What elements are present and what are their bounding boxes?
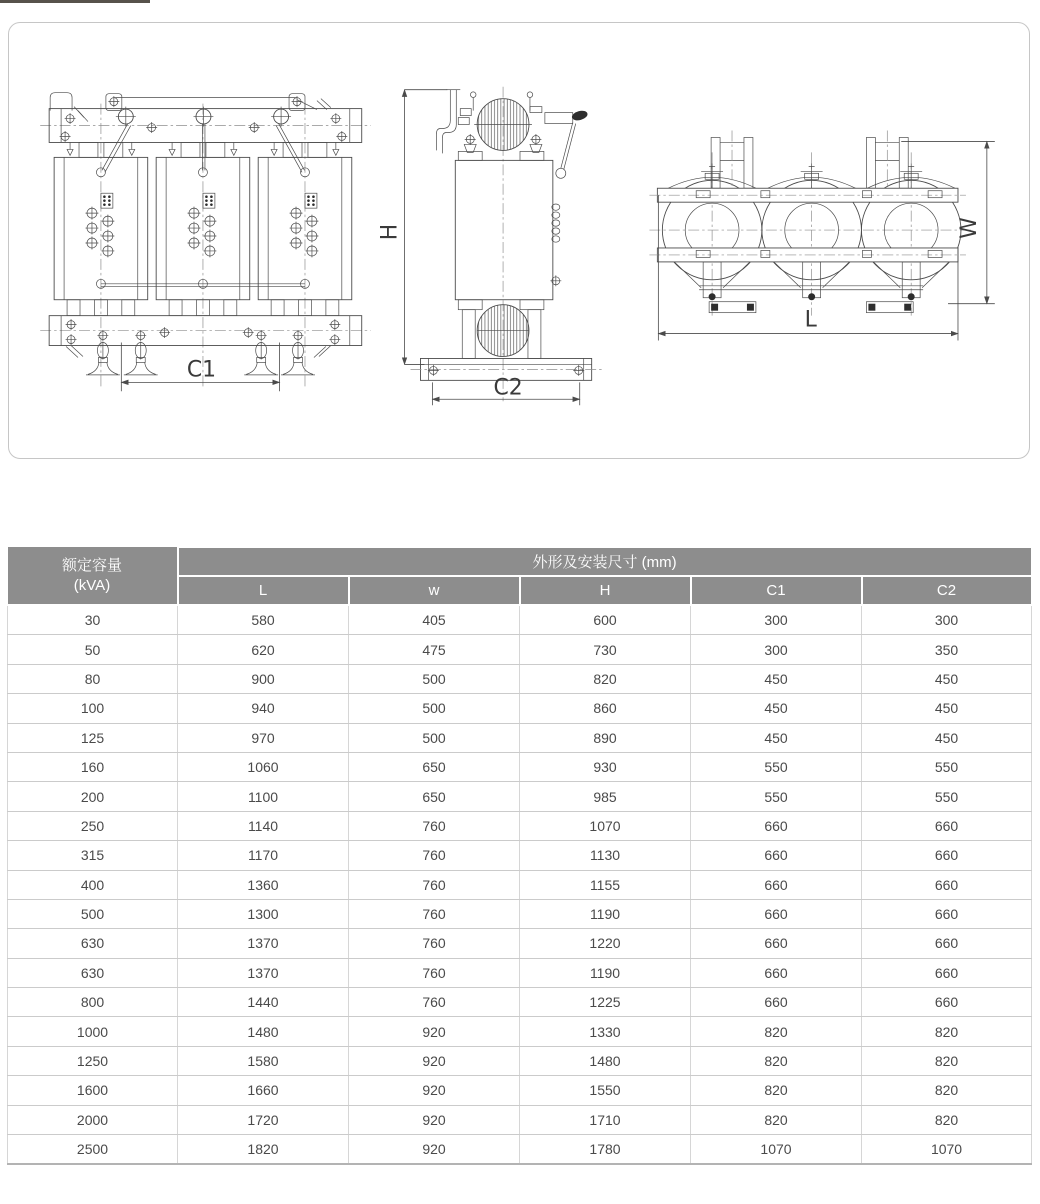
table-cell: 660 bbox=[862, 899, 1032, 928]
table-cell: 315 bbox=[8, 841, 178, 870]
table-cell: 1225 bbox=[520, 988, 691, 1017]
table-cell: 820 bbox=[862, 1105, 1032, 1134]
table-cell: 300 bbox=[862, 605, 1032, 635]
table-cell: 890 bbox=[520, 723, 691, 752]
table-cell: 660 bbox=[862, 811, 1032, 840]
table-cell: 660 bbox=[862, 929, 1032, 958]
table-row bbox=[8, 664, 1032, 693]
table-cell: 1720 bbox=[178, 1105, 349, 1134]
table-cell: 350 bbox=[862, 635, 1032, 664]
table-cell: 660 bbox=[691, 841, 862, 870]
table-cell: 1060 bbox=[178, 752, 349, 781]
table-cell: 1070 bbox=[862, 1135, 1032, 1165]
table-cell: 920 bbox=[349, 1017, 520, 1046]
table-cell: 1580 bbox=[178, 1046, 349, 1075]
table-cell: 550 bbox=[691, 782, 862, 811]
dim-label-c1: C1 bbox=[186, 357, 217, 383]
top-view-drawing bbox=[649, 131, 994, 341]
table-cell: 550 bbox=[862, 752, 1032, 781]
dimensions-table bbox=[7, 546, 1033, 1165]
table-cell: 760 bbox=[349, 870, 520, 899]
table-row bbox=[8, 811, 1032, 840]
table-row bbox=[8, 870, 1032, 899]
table-cell: 1820 bbox=[178, 1135, 349, 1165]
table-cell: 550 bbox=[862, 782, 1032, 811]
table-cell: 1000 bbox=[8, 1017, 178, 1046]
table-cell: 860 bbox=[520, 694, 691, 723]
table-cell: 660 bbox=[691, 899, 862, 928]
table-cell: 400 bbox=[8, 870, 178, 899]
table-cell: 820 bbox=[862, 1076, 1032, 1105]
header-rated-capacity bbox=[8, 547, 178, 605]
table-cell: 450 bbox=[862, 664, 1032, 693]
table-cell: 500 bbox=[349, 723, 520, 752]
table-cell: 920 bbox=[349, 1046, 520, 1075]
table-row bbox=[8, 1076, 1032, 1105]
table-row bbox=[8, 1046, 1032, 1075]
front-view-drawing bbox=[40, 93, 370, 392]
table-cell: 760 bbox=[349, 988, 520, 1017]
table-cell: 820 bbox=[691, 1105, 862, 1134]
table-cell: 125 bbox=[8, 723, 178, 752]
table-cell: 160 bbox=[8, 752, 178, 781]
table-cell: 630 bbox=[8, 958, 178, 987]
table-row bbox=[8, 841, 1032, 870]
table-cell: 450 bbox=[691, 694, 862, 723]
table-cell: 300 bbox=[691, 635, 862, 664]
table-cell: 1070 bbox=[520, 811, 691, 840]
table-cell: 1550 bbox=[520, 1076, 691, 1105]
dim-label-c2: C2 bbox=[493, 375, 523, 401]
table-cell: 1710 bbox=[520, 1105, 691, 1134]
table-cell: 450 bbox=[862, 723, 1032, 752]
table-cell: 760 bbox=[349, 958, 520, 987]
table-cell: 500 bbox=[349, 694, 520, 723]
table-cell: 820 bbox=[862, 1046, 1032, 1075]
table-cell: 820 bbox=[862, 1017, 1032, 1046]
table-cell: 1300 bbox=[178, 899, 349, 928]
side-view-drawing bbox=[378, 87, 602, 406]
header-col-C2: C2 bbox=[862, 576, 1032, 605]
table-cell: 920 bbox=[349, 1105, 520, 1134]
table-cell: 1600 bbox=[8, 1076, 178, 1105]
table-cell: 1330 bbox=[520, 1017, 691, 1046]
table-cell: 650 bbox=[349, 782, 520, 811]
header-col-C1: C1 bbox=[691, 576, 862, 605]
header-dimensions-group: 外形及安装尺寸 (mm) bbox=[178, 547, 1032, 576]
table-cell: 450 bbox=[691, 664, 862, 693]
table-cell: 1140 bbox=[178, 811, 349, 840]
table-cell: 1100 bbox=[178, 782, 349, 811]
table-cell: 660 bbox=[862, 988, 1032, 1017]
table-row bbox=[8, 1105, 1032, 1134]
table-row bbox=[8, 988, 1032, 1017]
table-row bbox=[8, 1017, 1032, 1046]
transformer-outline-drawing bbox=[9, 23, 1029, 458]
table-cell: 1370 bbox=[178, 958, 349, 987]
table-cell: 580 bbox=[178, 605, 349, 635]
table-cell: 1780 bbox=[520, 1135, 691, 1165]
table-cell: 620 bbox=[178, 635, 349, 664]
table-cell: 920 bbox=[349, 1135, 520, 1165]
table-row bbox=[8, 782, 1032, 811]
table-cell: 820 bbox=[691, 1076, 862, 1105]
table-cell: 820 bbox=[520, 664, 691, 693]
table-cell: 300 bbox=[691, 605, 862, 635]
table-cell: 1190 bbox=[520, 958, 691, 987]
table-row bbox=[8, 605, 1032, 635]
table-cell: 450 bbox=[862, 694, 1032, 723]
table-cell: 760 bbox=[349, 841, 520, 870]
table-cell: 1170 bbox=[178, 841, 349, 870]
table-cell: 1360 bbox=[178, 870, 349, 899]
table-row bbox=[8, 694, 1032, 723]
table-header bbox=[8, 547, 1032, 605]
outline-drawing-panel bbox=[8, 22, 1030, 459]
header-col-w: w bbox=[349, 576, 520, 605]
table-cell: 660 bbox=[862, 958, 1032, 987]
table-row bbox=[8, 723, 1032, 752]
table-cell: 2500 bbox=[8, 1135, 178, 1165]
dim-label-w: W bbox=[956, 217, 982, 239]
dim-label-h: H bbox=[377, 223, 403, 241]
table-cell: 1155 bbox=[520, 870, 691, 899]
table-cell: 100 bbox=[8, 694, 178, 723]
table-cell: 1480 bbox=[520, 1046, 691, 1075]
table-cell: 1220 bbox=[520, 929, 691, 958]
table-cell: 730 bbox=[520, 635, 691, 664]
dim-label-l: L bbox=[804, 307, 817, 333]
table-cell: 2000 bbox=[8, 1105, 178, 1134]
table-body bbox=[8, 605, 1032, 1164]
table-cell: 250 bbox=[8, 811, 178, 840]
table-cell: 660 bbox=[862, 870, 1032, 899]
table-cell: 660 bbox=[691, 958, 862, 987]
table-cell: 660 bbox=[691, 811, 862, 840]
table-row bbox=[8, 899, 1032, 928]
table-cell: 930 bbox=[520, 752, 691, 781]
table-cell: 500 bbox=[8, 899, 178, 928]
table-row bbox=[8, 929, 1032, 958]
table-cell: 30 bbox=[8, 605, 178, 635]
header-rated-capacity-line2: (kVA) bbox=[73, 576, 111, 594]
table-cell: 800 bbox=[8, 988, 178, 1017]
table-cell: 1370 bbox=[178, 929, 349, 958]
table-cell: 760 bbox=[349, 899, 520, 928]
table-cell: 985 bbox=[520, 782, 691, 811]
table-cell: 820 bbox=[691, 1046, 862, 1075]
table-cell: 760 bbox=[349, 811, 520, 840]
table-cell: 1130 bbox=[520, 841, 691, 870]
table-cell: 630 bbox=[8, 929, 178, 958]
table-cell: 760 bbox=[349, 929, 520, 958]
table-cell: 450 bbox=[691, 723, 862, 752]
table-cell: 50 bbox=[8, 635, 178, 664]
table-cell: 820 bbox=[691, 1017, 862, 1046]
table-cell: 970 bbox=[178, 723, 349, 752]
table-cell: 1190 bbox=[520, 899, 691, 928]
table-row bbox=[8, 1135, 1032, 1165]
table-cell: 200 bbox=[8, 782, 178, 811]
table-cell: 920 bbox=[349, 1076, 520, 1105]
table-row bbox=[8, 958, 1032, 987]
table-cell: 1440 bbox=[178, 988, 349, 1017]
table-cell: 500 bbox=[349, 664, 520, 693]
table-cell: 900 bbox=[178, 664, 349, 693]
header-rated-capacity-line1: 额定容量 bbox=[61, 556, 122, 574]
table-cell: 1480 bbox=[178, 1017, 349, 1046]
table-cell: 550 bbox=[691, 752, 862, 781]
table-cell: 1070 bbox=[691, 1135, 862, 1165]
table-cell: 405 bbox=[349, 605, 520, 635]
table-cell: 600 bbox=[520, 605, 691, 635]
table-row bbox=[8, 635, 1032, 664]
table-cell: 660 bbox=[691, 929, 862, 958]
table-cell: 1250 bbox=[8, 1046, 178, 1075]
table-cell: 80 bbox=[8, 664, 178, 693]
table-row bbox=[8, 752, 1032, 781]
table-cell: 660 bbox=[862, 841, 1032, 870]
table-cell: 475 bbox=[349, 635, 520, 664]
table-cell: 660 bbox=[691, 870, 862, 899]
header-col-H: H bbox=[520, 576, 691, 605]
table-cell: 650 bbox=[349, 752, 520, 781]
table-cell: 1660 bbox=[178, 1076, 349, 1105]
table-cell: 940 bbox=[178, 694, 349, 723]
header-col-L: L bbox=[178, 576, 349, 605]
cropped-title-strip bbox=[0, 0, 150, 3]
table-cell: 660 bbox=[691, 988, 862, 1017]
